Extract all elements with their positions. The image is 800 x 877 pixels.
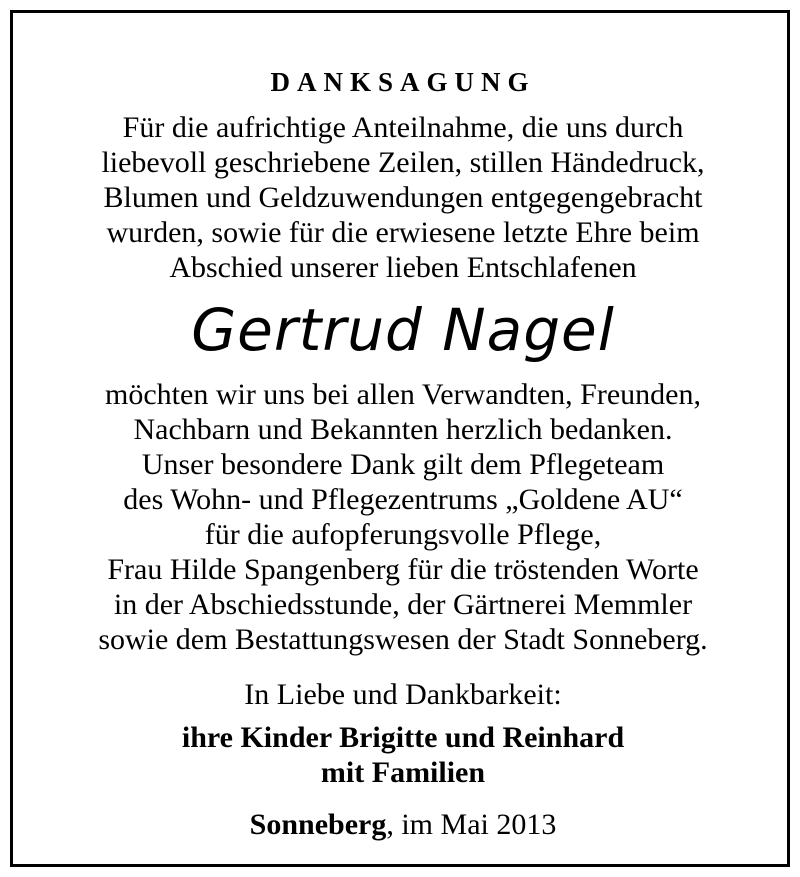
intro-line: liebevoll geschriebene Zeilen, stillen Händedruck, (101, 146, 705, 179)
signatory-line: mit Familien (320, 756, 486, 789)
notice-frame (10, 10, 790, 867)
intro-line: Blumen und Geldzuwendungen entgegengebracht (103, 181, 703, 214)
closing-phrase: In Liebe und Dankbarkeit: (244, 678, 562, 711)
place-date (13, 808, 793, 842)
date: , im Mai 2013 (386, 808, 557, 841)
thanks-line: Nachbarn und Bekannten herzlich bedanken. (133, 413, 673, 446)
thanks-line: des Wohn- und Pflegezentrums „Goldene AU“ (123, 483, 683, 516)
intro-line: Für die aufrichtige Anteilnahme, die uns durch (122, 111, 684, 144)
intro-line: wurden, sowie für die erwiesene letzte Ehre beim (106, 216, 700, 249)
thanks-line: Frau Hilde Spangenberg für die tröstenden Worte (107, 553, 699, 586)
heading: DANKSAGUNG (270, 67, 536, 97)
thanks-line: Unser besondere Dank gilt dem Pflegeteam (141, 448, 665, 481)
deceased-name: Gertrud Nagel (191, 296, 615, 364)
place: Sonneberg (249, 808, 387, 841)
intro-line: Abschied unserer lieben Entschlafenen (169, 251, 637, 284)
thanks-line: für die aufopferungsvolle Pflege, (204, 518, 602, 551)
signatory-line: ihre Kinder Brigitte und Reinhard (181, 721, 625, 754)
thanks-line: möchten wir uns bei allen Verwandten, Freunden, (105, 378, 701, 411)
thanks-line: in der Abschiedsstunde, der Gärtnerei Memmler (113, 588, 693, 621)
thanks-line: sowie dem Bestattungswesen der Stadt Sonneberg. (98, 623, 708, 656)
